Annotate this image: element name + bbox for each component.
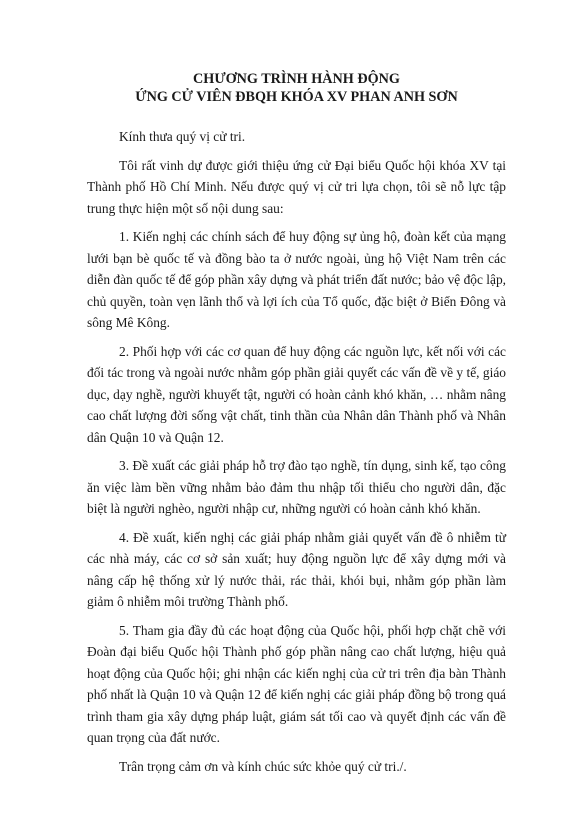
greeting-paragraph: Kính thưa quý vị cử tri. <box>119 129 246 144</box>
item-paragraph-2: 2. Phối hợp với các cơ quan để huy động các nguồn lực, kết nối với các đối tác trong và ngoài nước nhằm góp phần giải quyết các vấn đề về y tế, giáo dục, dạy nghề, người khuyết tật, người có hoàn cảnh khó khăn, … nhằm nâng cao chất lượng đời sống vật chất, tinh thần của Nhân dân Thành phố và Nhân dân Quận 10 và Quận 12. <box>87 343 506 445</box>
item-paragraph-1: 1. Kiến nghị các chính sách để huy động sự ủng hộ, đoàn kết của mạng lưới bạn bè quốc tế và đồng bào ta ở nước ngoài, ủng hộ Việt Nam trên các diễn đàn quốc tế để góp phần xây dựng và phát triển đất nước; bảo vệ độc lập, chủ quyền, toàn vẹn lãnh thổ và lợi ích của Tổ quốc, đặc biệt ở Biển Đông và sông Mê Kông. <box>87 229 506 330</box>
closing-paragraph: Trân trọng cảm ơn và kính chúc sức khỏe quý cử tri./. <box>119 758 407 774</box>
item-paragraph-3: 3. Đề xuất các giải pháp hỗ trợ đào tạo nghề, tín dụng, sinh kế, tạo công ăn việc làm bền vững nhằm bảo đảm thu nhập tối thiểu cho người dân, đặc biệt là người nghèo, người nhập cư, những người có hoàn cảnh khó khăn. <box>87 458 506 516</box>
intro-paragraph: Tôi rất vinh dự được giới thiệu ứng cử Đại biểu Quốc hội khóa XV tại Thành phố Hồ Chí Minh. Nếu được quý vị cử tri lựa chọn, tôi sẽ nỗ lực tập trung thực hiện một số nội dung sau: <box>87 157 506 216</box>
title-line-2: ỨNG CỬ VIÊN ĐBQH KHÓA XV PHAN ANH SƠN <box>135 89 458 105</box>
item-paragraph-4: 4. Đề xuất, kiến nghị các giải pháp nhằm giải quyết vấn đề ô nhiễm từ các nhà máy, các cơ sở sản xuất; huy động nguồn lực để xây dựng mới và nâng cấp hệ thống xử lý nước thải, rác thải, khói bụi, nhằm góp phần làm giảm ô nhiễm môi trường Thành phố. <box>87 529 506 609</box>
item-paragraph-5: 5. Tham gia đầy đủ các hoạt động của Quốc hội, phối hợp chặt chẽ với Đoàn đại biểu Quốc hội Thành phố góp phần nâng cao chất lượng, hiệu quả hoạt động của Quốc hội; ghi nhận các kiến nghị của cử tri trên địa bàn Thành phố nhất là Quận 10 và Quận 12 để kiến nghị các giải pháp đồng bộ trong quá trình tham gia xây dựng pháp luật, giám sát tối cao và quyết định các vấn đề quan trọng của đất nước. <box>87 622 506 745</box>
document-title <box>87 70 506 106</box>
title-line-1: CHƯƠNG TRÌNH HÀNH ĐỘNG <box>193 71 400 87</box>
document-body <box>87 126 506 777</box>
